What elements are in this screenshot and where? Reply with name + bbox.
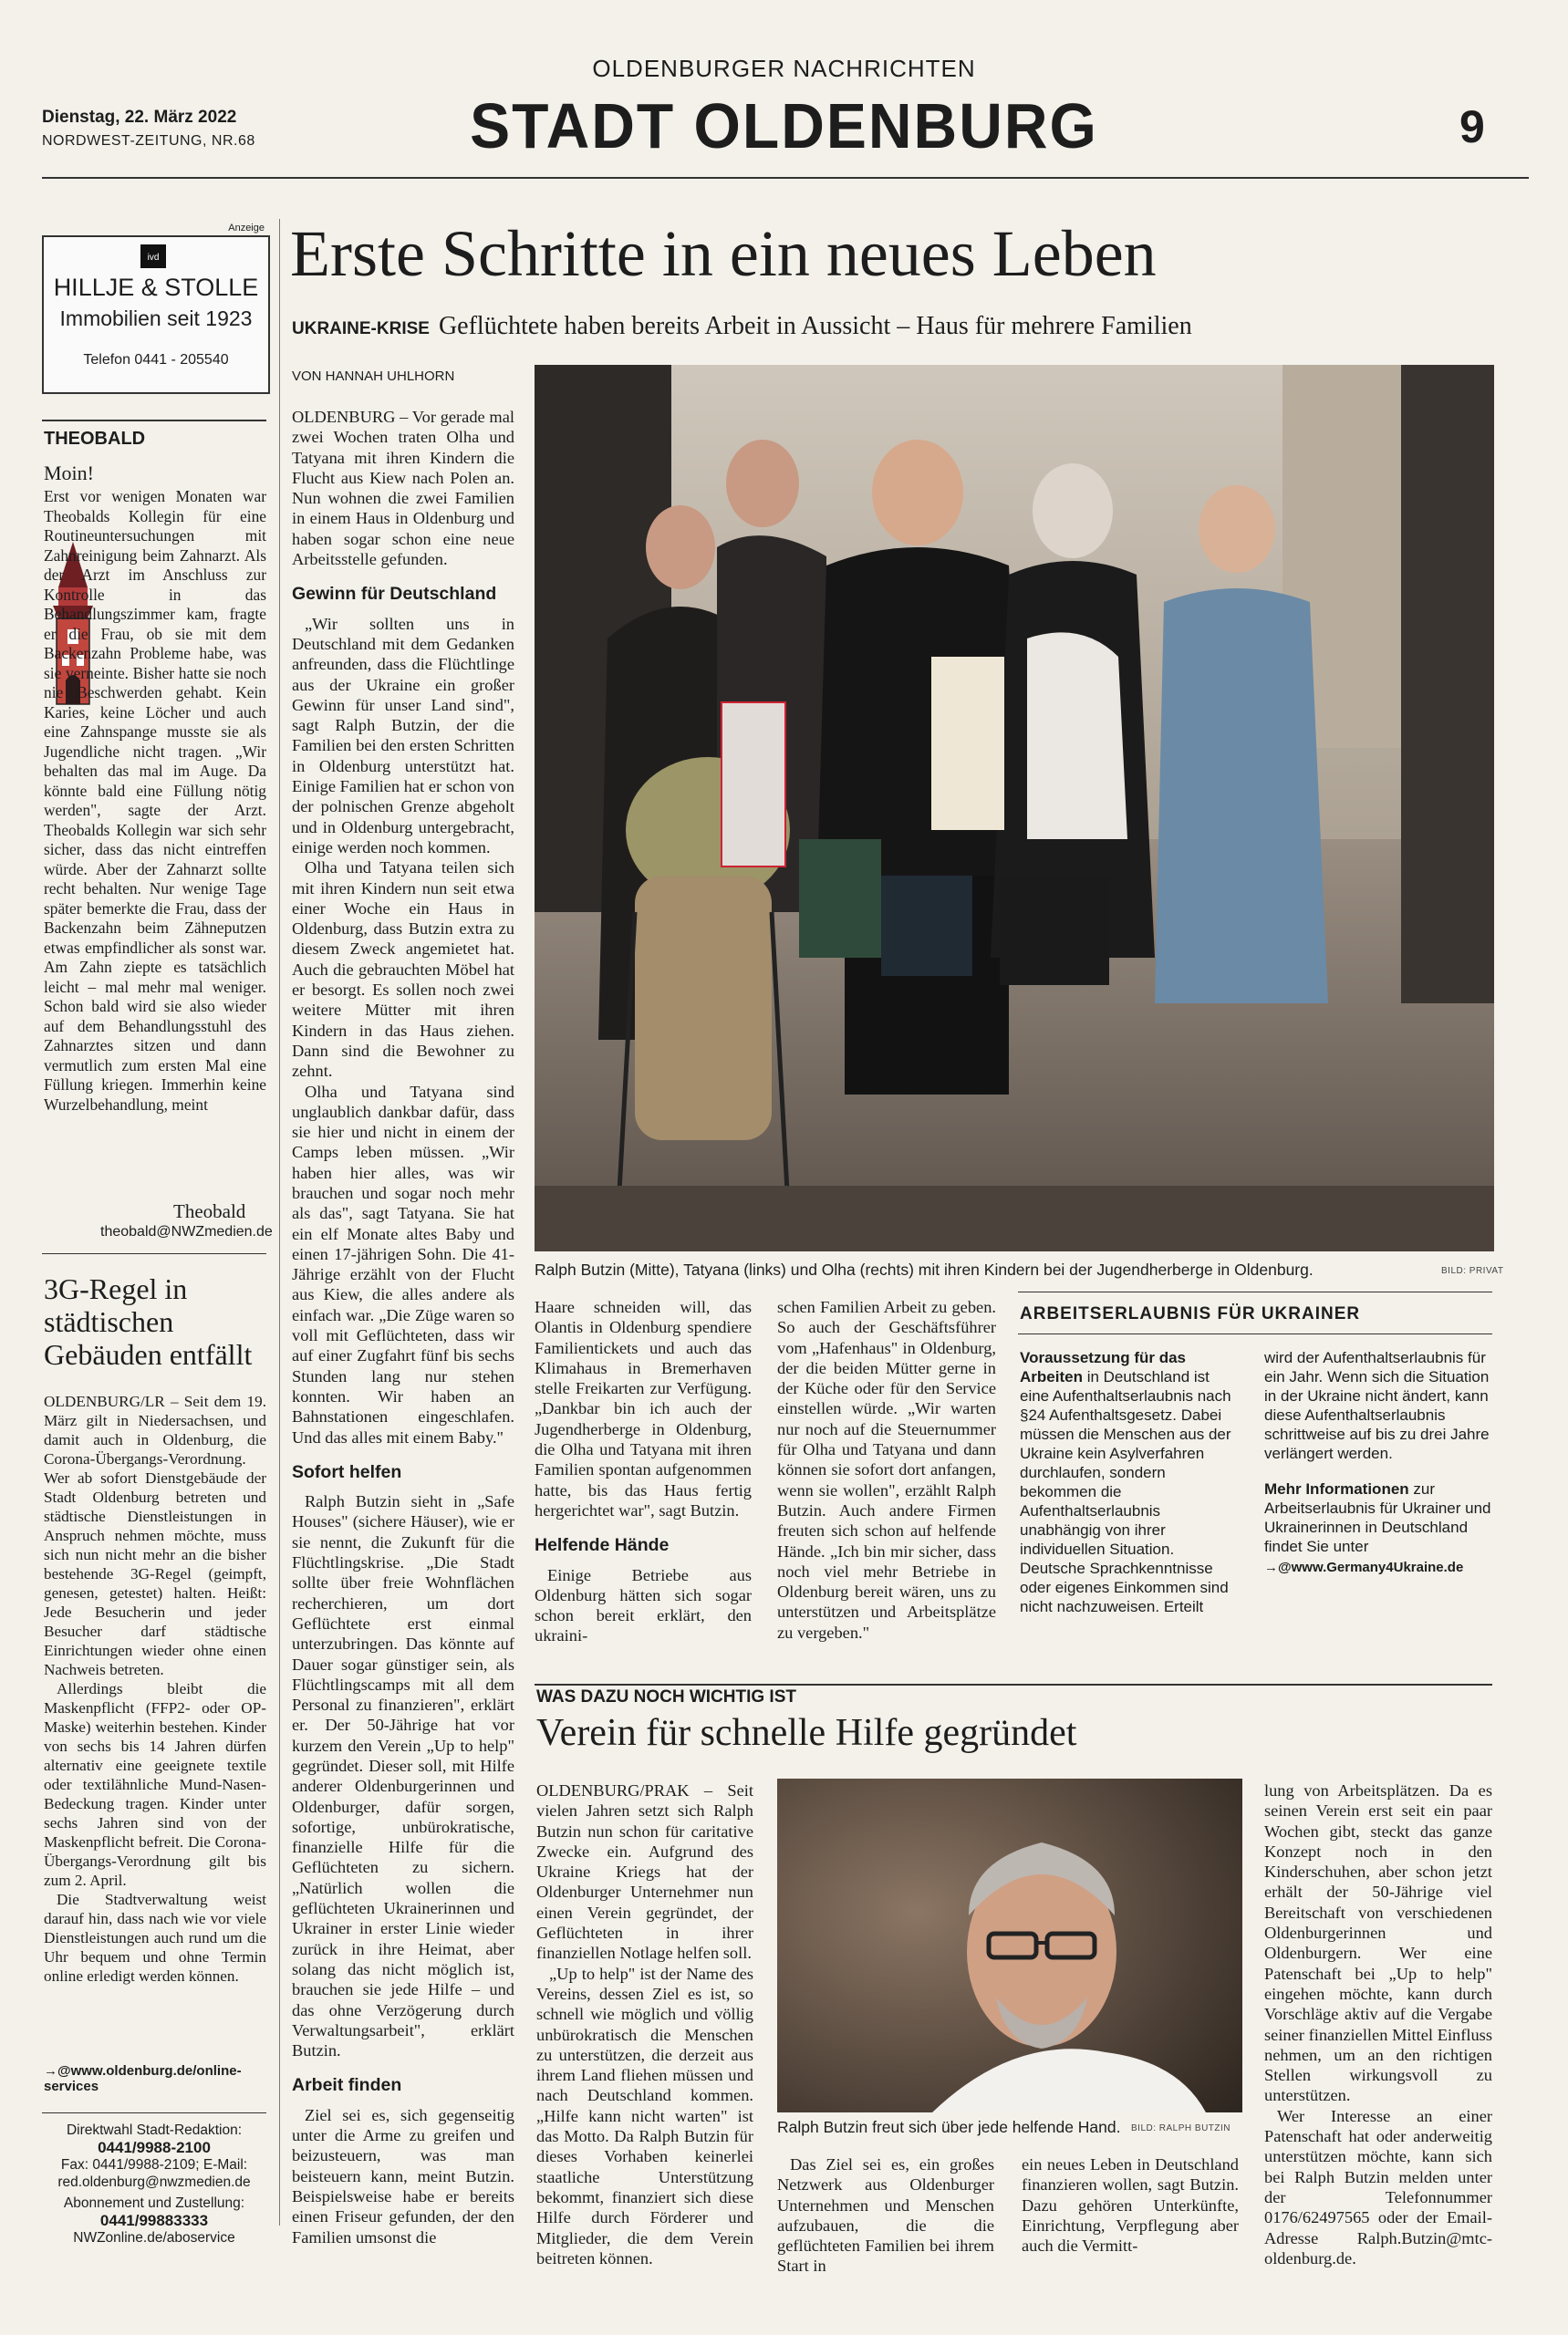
info-box-lead: Voraussetzung für das Arbeiten [1020, 1349, 1186, 1385]
contact-rule [42, 2112, 266, 2113]
main-photo-caption: Ralph Butzin (Mitte), Tatyana (links) und Olha (rechts) mit ihren Kindern bei der Jugendherberge in Oldenburg. [535, 1261, 1314, 1279]
main-photo-credit: BILD: PRIVAT [1441, 1266, 1504, 1276]
info-box-col2: wird der Aufenthaltserlaubnis für ein Jahr. Wenn sich die Situation in der Ukraine nicht ändert, kann diese Aufenthaltserlaubnis schrittweise auf bis zu drei Jahre verlängert werden. Mehr Informationen zur Arbeitserlaubnis für Ukrainer und Ukrainerinnen in Deutschland findet Sie unter →@www.Germany4Ukraine.de [1264, 1349, 1491, 1575]
main-col3: schen Familien Arbeit zu geben. So auch der Geschäftsführer vom „Hafenhaus" in Oldenburg, der die beiden Mütter gerne in der Küche oder für den Service einstellen würde. „Wir warten nur noch auf die Steuernummer für Olha und Tatyana und dann können sie sofort dort anfangen, wenn sie wollen", erzählt Ralph Butzin. Auch andere Firmen freuten sich schon auf helfende Hände. „Ich bin mir sicher, dass noch viel mehr Betriebe in Oldenburg bereit wären, uns zu unterstützen und Arbeitsplätze zu vergeben." [777, 1298, 996, 1642]
verein-col1: OLDENBURG/PRAK – Seit vielen Jahren setzt sich Ralph Butzin nun schon für caritative Zwecke ein. Aufgrund des Ukraine Kriegs hat der Oldenburger Unternehmer nun einen Verein gegründet, der Geflüchteten in ihrer finanziellen Notlage helfen soll. „Up to help" ist der Name des Vereins, dessen Ziel es ist, so schnell wie möglich und völlig unbürokratisch die Menschen zu unterstützen, die derzeit aus ihrem Land fliehen müssen und nach Deutschland kommen. „Hilfe kann nicht warten" ist das Motto. Da Ralph Butzin für dieses Vorhaben keinerlei staatliche Unterstützung bekommt, finanziert sich diese Hilfe durch Förderer und Mitglieder, die dem Verein beitreten können. [536, 1781, 753, 2268]
abo-phone: 0441/99883333 [99, 2212, 209, 2229]
main-byline: VON HANNAH UHLHORN [292, 368, 455, 384]
abo-web[interactable]: NWZonline.de/aboservice [73, 2230, 235, 2246]
theobald-signature: Theobald [173, 1200, 246, 1222]
contact-fax: Fax: 0441/9988-2109; E-Mail: [60, 2157, 248, 2173]
main-subtitle: Geflüchtete haben bereits Arbeit in Aussicht – Haus für mehrere Familien [438, 312, 1192, 340]
ad-logo-icon: ivd [140, 244, 166, 268]
main-headline: Erste Schritte in ein neues Leben [290, 217, 1157, 290]
theobald-email: theobald@NWZmedien.de [100, 1224, 273, 1240]
ad-phone: Telefon 0441 - 205540 [83, 352, 229, 368]
ad-company: HILLJE & STOLLE [53, 274, 259, 301]
masthead-rule [42, 177, 1529, 179]
subhead-arbeit: Arbeit finden [292, 2075, 402, 2096]
main-photo [535, 365, 1494, 1251]
verein-headline: Verein für schnelle Hilfe gegründet [536, 1712, 1077, 1754]
verein-col3: ein neues Leben in Deutschland finanzieren wollen, sagt Butzin. Dazu gehören Unterkünfte, Einrichtung, Verpflegung aber auch die Vermitt- [1022, 2155, 1239, 2256]
issue-edition: NORDWEST-ZEITUNG, NR.68 [42, 133, 255, 149]
info-more-label: Mehr Informationen [1264, 1480, 1409, 1498]
verein-photo-credit: BILD: RALPH BUTZIN [1131, 2123, 1231, 2133]
contact-label: Direktwahl Stadt-Redaktion: [66, 2122, 243, 2138]
subhead-helfende: Helfende Hände [535, 1535, 670, 1556]
column-separator [279, 219, 280, 2226]
theobald-text: Erst vor wenigen Monaten war Theobalds Kollegin für eine Routineuntersuchungen mit Zahnreinigung beim Zahnarzt. Als der Arzt im Anschluss zur Kontrolle in das Behandlungszimmer kam, fragte er die Frau, ob sie mit dem Backenzahn Probleme habe, was sie verneinte. Bisher hatte sie noch nie Beschwerden gehabt. Kein Karies, keine Löcher und auch eine Zahnspange musste sie als Jugendliche nicht tragen. „Wir behalten das mal im Auge. Da könnte bald eine Füllung nötig werden", sagte der Arzt. Theobalds Kollegin war sich sehr sicher, dass das nicht eintreffen würde. Aber der Zahnarzt sollte recht behalten. Nur wenige Tage später bemerkte die Frau, dass der Backenzahn beim Zähneputzen etwas empfindlicher als sonst war. Am Zahn ziepte es tatsächlich leicht – mal mehr mal weniger. Schon bald wird sie also wieder auf dem Behandlungsstuhl des Zahnarztes sitzen und dann vermutlich zum ersten Mal eine Füllung kriegen. Immerhin keine Wurzelbehandlung, meint [44, 487, 266, 1114]
section-title: STADT OLDENBURG [470, 90, 1098, 161]
regel-link[interactable]: →@www.oldenburg.de/online-services [44, 2063, 242, 2094]
theobald-kicker: THEOBALD [44, 429, 146, 449]
info-box-link[interactable]: →@www.Germany4Ukraine.de [1264, 1560, 1464, 1575]
contact-box [42, 2122, 266, 2247]
verein-rule [535, 1684, 1492, 1686]
theobald-greeting: Moin! [44, 462, 94, 484]
verein-col2: Das Ziel sei es, ein großes Netzwerk aus Oldenburger Unternehmen und Menschen aufzubauen, die die geflüchteten Familien bei ihrem Start in [777, 2155, 994, 2276]
ad-tagline: Immobilien seit 1923 [59, 306, 253, 330]
main-col1: OLDENBURG – Vor gerade mal zwei Wochen traten Olha und Tatyana mit ihren Kindern die Flucht aus Kiew nach Polen an. Nun wohnen die zwei Familien in einem Haus in Oldenburg und haben sogar schon eine neue Arbeitsstelle gefunden. Gewinn für Deutschland „Wir sollten uns in Deutschland mit dem Gedanken anfreunden, dass die Flüchtlinge aus der Ukraine ein großer Gewinn für unser Land sind", sagt Ralph Butzin, der die Familien bei den ersten Schritten in Oldenburg unterstützt hat. Einige Familien hat er schon von der polnischen Grenze abgeholt und in Oldenburg untergebracht, einige werden noch kommen. Olha und Tatyana teilen sich mit ihren Kindern nun seit etwa einer Woche ein Haus in Oldenburg, dass Butzin extra zu diesem Zweck angemietet hat. Auch die gebrauchten Möbel hat er besorgt. Es sollen noch zwei weitere Mütter mit ihren Kindern in das Haus ziehen. Dann sind die Bewohner zu zehnt. Olha und Tatyana sind unglaublich dankbar dafür, dass sie hier und nicht in einem der Camps leben müssen. „Wir haben hier alles, was wir brauchen und sogar noch mehr als das", sagt Tatyana. Sie hat ein elf Monate altes Baby und einen 17-jährigen Sohn. Die 41-Jährige erzählt von der Flucht aus Kiew, die alles andere als einfach war. „Die Züge waren so voll mit Geflüchteten, dass wir auf einer Zugfahrt fünf bis sechs Stunden lang nur stehen konnten. Wir haben an Bahnstationen eingeschlafen. Und das alles mit einem Baby." Sofort helfen Ralph Butzin sieht in „Safe Houses" (sichere Häuser), wie er sie nennt, die Zukunft für die Flüchtlingskrise. „Die Stadt sollte über freie Wohnflächen recherchieren, um dort Geflüchtete erst einmal unterzubringen. Das könnte auf Dauer sogar günstiger sein, als Flüchtlingscamps mit all dem Personal zu finanzieren", erklärt er. Der 50-Jährige hat vor kurzem den Verein „Up to help" gegründet. Dieser soll, mit Hilfe anderer Oldenburgerinnen und Oldenburger, dafür sorgen, sofortige, unbürokratische, finanzielle Hilfe für die Geflüchteten zu sichern. „Natürlich wollen die geflüchteten Ukrainerinnen und Ukrainer in erster Linie wieder zurück in ihre Heimat, aber solang das nicht möglich ist, brauchen sie jede Hilfe – und das ohne Verzögerung durch Verwaltungsarbeit", erklärt Butzin. Arbeit finden Ziel sei es, sich gegenseitig unter die Arme zu greifen und beizusteuern, was man beisteuern kann, meint Butzin. Beispielsweise habe er bereits einen Friseur gefunden, der den Familien umsonst die [292, 408, 514, 2247]
subhead-gewinn: Gewinn für Deutschland [292, 584, 497, 605]
regel-headline: 3G-Regel in städtischen Gebäuden entfällt [44, 1272, 253, 1371]
info-box-title: ARBEITSERLAUBNIS FÜR UKRAINER [1020, 1304, 1361, 1323]
verein-col4: lung von Arbeitsplätzen. Da es seinen Verein erst seit ein paar Wochen gibt, steckt das ganze Konzept noch in den Kinderschuhen, aber schon jetzt erhält der 50-Jährige viel Bereitschaft von verschiedenen Oldenburgerinnen und Oldenburgern. Wer eine Patenschaft bei „Up to help" eingehen möchte, kann durch Vorschläge aktiv auf die Vergabe seiner finanziellen Mittel Einfluss nehmen, um an den richtigen Stellen wirkungsvoll zu unterstützen. Wer Interesse an einer Patenschaft hat oder anderweitig unterstützen möchte, kann sich bei Ralph Butzin melden unter der Telefonnummer 0176/62497565 oder der Email-Adresse Ralph.Butzin@mtc-oldenburg.de. [1264, 1781, 1492, 2268]
contact-phone: 0441/9988-2100 [98, 2139, 211, 2156]
page-number: 9 [1459, 101, 1485, 152]
regel-rule [42, 1253, 266, 1254]
info-box-col1: Voraussetzung für das Arbeiten in Deutschland ist eine Aufenthaltserlaubnis nach §24 Aufenthaltsgesetz. Dabei müssen die Menschen aus der Ukraine kein Asylverfahren durchlaufen, sondern bekommen die Aufenthaltserlaubnis unabhängig von ihrer individuellen Situation. Deutsche Sprachkenntnisse oder eigenes Einkommen sind nicht nachzuweisen. Erteilt [1020, 1349, 1231, 1615]
verein-photo-caption: Ralph Butzin freut sich über jede helfende Hand. [777, 2118, 1121, 2136]
verein-kicker: WAS DAZU NOCH WICHTIG IST [536, 1687, 796, 1707]
contact-email[interactable]: red.oldenburg@nwzmedien.de [57, 2174, 251, 2190]
main-col2: Haare schneiden will, das Olantis in Oldenburg spendiere Familientickets und auch das Klimahaus in Bremerhaven stelle Freikarten zur Verfügung. „Dankbar bin ich auch der Jugendherberge in Oldenburg, die Olha und Tatyana mit ihren Familien spontan aufgenommen hatte, bis das Haus fertig hergerichtet war", sagt Butzin. Helfende Hände Einige Betriebe aus Oldenburg hätten sich sogar schon bereit erklärt, den ukraini- [535, 1298, 752, 1645]
issue-date: Dienstag, 22. März 2022 [42, 108, 237, 127]
paper-name: OLDENBURGER NACHRICHTEN [592, 55, 976, 82]
abo-label: Abonnement und Zustellung: [63, 2195, 245, 2211]
left-col-rule [42, 420, 266, 421]
main-subtitle-line [292, 312, 1551, 341]
main-kicker: UKRAINE-KRISE [292, 319, 430, 338]
ad-tag: Anzeige [228, 223, 265, 234]
regel-text: OLDENBURG/LR – Seit dem 19. März gilt in Niedersachsen, und damit auch in Oldenburg, die Corona-Übergangs-Verordnung. Wer ab sofort Dienstgebäude der Stadt Oldenburg betreten und städtische Dienstleistungen in Anspruch nehmen möchte, muss sich nun nicht mehr an die bisher bestehende 3G-Regel (geimpft, genesen, getestet) halten. Heißt: Jede Besucherin und jeder Besucher darf städtische Einrichtungen wieder ohne einen Nachweis betreten. Allerdings bleibt die Maskenpflicht (FFP2- oder OP-Maske) weiterhin bestehen. Kinder von sechs bis 14 Jahren dürfen alternativ eine geeignete textile oder textilähnliche Mund-Nasen-Bedeckung tragen. Kinder unter sechs Jahren sind von der Maskenpflicht befreit. Die Corona-Übergangs-Verordnung gilt bis zum 2. April. Die Stadtverwaltung weist darauf hin, dass nach wie vor viele Dienstleistungen auch rund um die Uhr bequem und ohne Termin online erledigt werden können. [44, 1393, 266, 1985]
subhead-sofort: Sofort helfen [292, 1461, 402, 1482]
ad-box[interactable] [42, 223, 270, 394]
verein-photo [777, 1779, 1242, 2112]
